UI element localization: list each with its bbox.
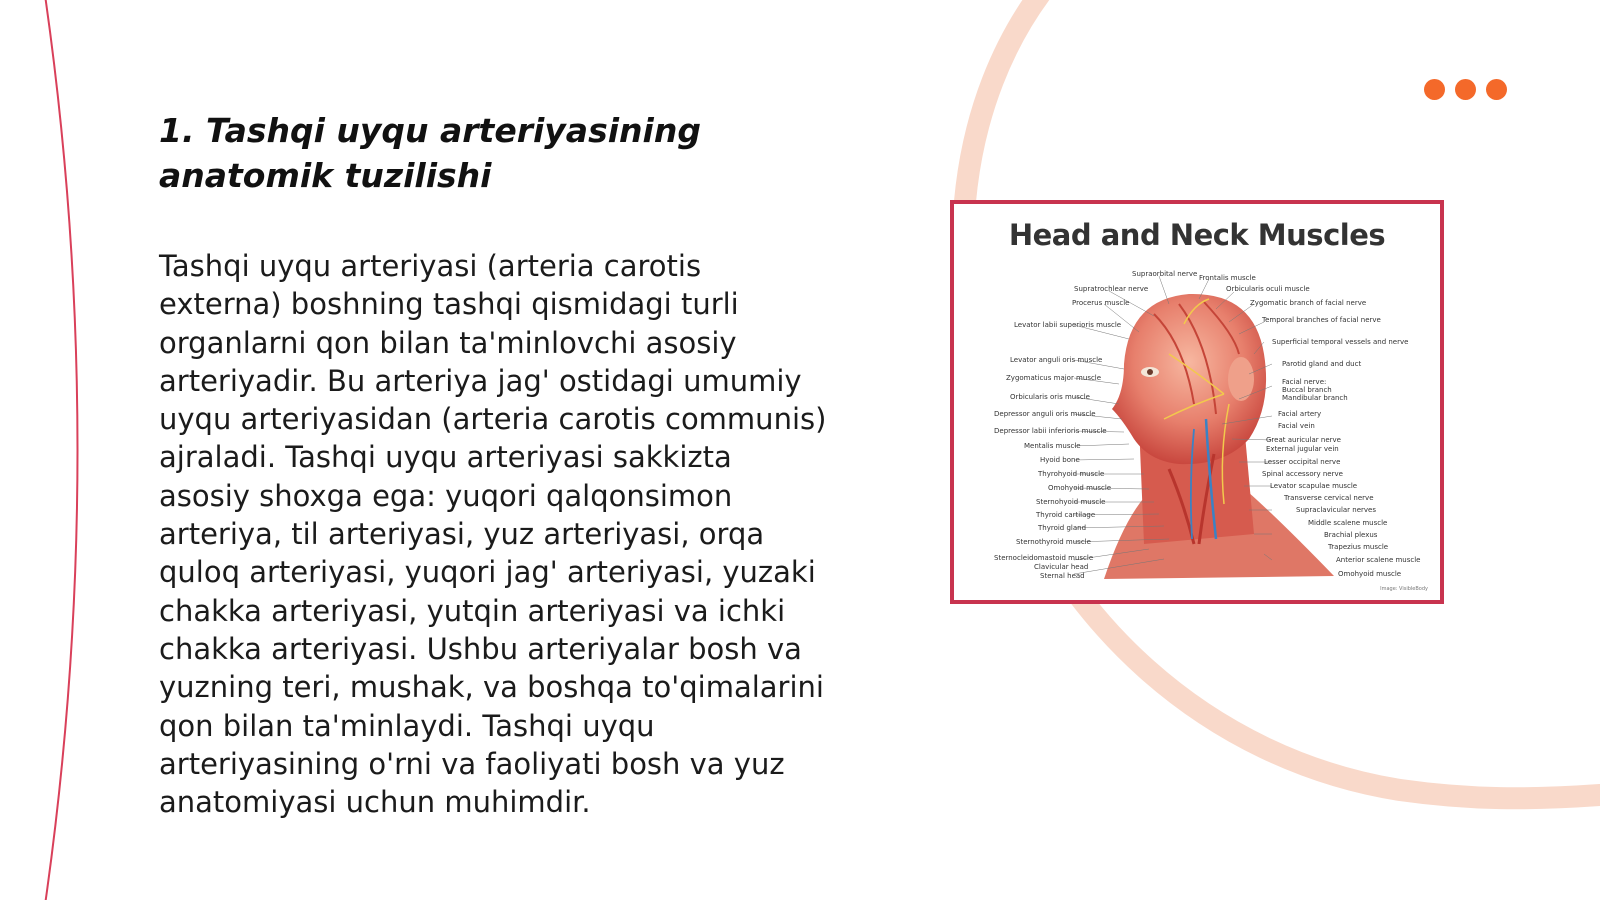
figure-label: Anterior scalene muscle (1336, 556, 1421, 564)
figure-label: Sternocleidomastoid muscle (994, 554, 1094, 562)
figure-label: Levator scapulae muscle (1270, 482, 1358, 490)
image-credit: Image: VisibleBody (1380, 586, 1428, 592)
figure-label: Spinal accessory nerve (1262, 470, 1343, 478)
figure-title: Head and Neck Muscles (1008, 218, 1386, 252)
figure-label: Facial nerve: (1282, 378, 1327, 386)
figure-label: Thyrohyoid muscle (1038, 470, 1105, 478)
figure-label: Zygomatic branch of facial nerve (1250, 299, 1367, 307)
title-line-1: 1. Tashqi uyqu arteriyasining (159, 111, 701, 150)
figure-label: Lesser occipital nerve (1264, 458, 1341, 466)
figure-label: External jugular vein (1266, 445, 1339, 453)
figure-label: Thyroid cartilage (1036, 511, 1096, 519)
figure-label: Parotid gland and duct (1282, 360, 1362, 368)
figure-label: Sternal head (1040, 572, 1085, 580)
figure-label: Levator labii superioris muscle (1014, 321, 1122, 329)
left-accent-curve (45, 0, 78, 900)
figure-label: Trapezius muscle (1328, 543, 1389, 551)
figure-label: Transverse cervical nerve (1284, 494, 1374, 502)
figure-label: Supratrochlear nerve (1074, 285, 1149, 293)
figure-label: Zygomaticus major muscle (1006, 374, 1102, 382)
figure-label: Facial vein (1278, 422, 1315, 430)
figure-label: Omohyoid muscle (1048, 484, 1112, 492)
three-dots-icon (1486, 79, 1507, 100)
figure-label: Orbicularis oculi muscle (1226, 285, 1310, 293)
figure-label: Mandibular branch (1282, 394, 1348, 402)
figure-label: Mentalis muscle (1024, 442, 1081, 450)
figure-label: Procerus muscle (1072, 299, 1130, 307)
figure-label: Frontalis muscle (1199, 274, 1256, 282)
figure-label: Depressor anguli oris muscle (994, 410, 1096, 418)
figure-label: Supraorbital nerve (1132, 270, 1198, 278)
anatomy-figure (950, 200, 1444, 604)
figure-label: Levator anguli oris muscle (1010, 356, 1103, 364)
figure-label: Facial artery (1278, 410, 1322, 418)
figure-label: Superficial temporal vessels and nerve (1272, 338, 1409, 346)
figure-label: Great auricular nerve (1266, 436, 1341, 444)
slide-body-text: Tashqi uyqu arteriyasi (arteria carotis externa) boshning tashqi qismidagi turli organlarni qon bilan ta'minlovchi asosiy arteriyadir. Bu arteriya jag' ostidagi umumiy uyqu arteriyasidan (arteria carotis communis) ajraladi. Tashqi uyqu arteriyasi sakkizta asosiy shoxga ega: yuqori qalqonsimon arteriya, til arteriyasi, yuz arteriyasi, orqa quloq arteriyasi, yuqori jag' arteriyasi, yuzaki chakka arteriyasi, yutqin arteriyasi va ichki chakka arteriyasi. Ushbu arteriyalar bosh va yuzning teri, mushak, va boshqa to'qimalarini qon bilan ta'minlaydi. Tashqi uyqu arteriyasining o'rni va faoliyati bosh va yuz anatomiyasi uchun muhimdir. (159, 249, 827, 820)
slide-title (159, 108, 779, 198)
figure-label: Sternothyroid muscle (1016, 538, 1091, 546)
three-dots-icon (1455, 79, 1476, 100)
figure-label: Middle scalene muscle (1308, 519, 1388, 527)
three-dots-icon (1424, 79, 1445, 100)
figure-label: Omohyoid muscle (1338, 570, 1402, 578)
menu-dots[interactable] (1424, 79, 1507, 100)
figure-label: Orbicularis oris muscle (1010, 393, 1090, 401)
figure-label: Clavicular head (1034, 563, 1089, 571)
figure-label: Sternohyoid muscle (1036, 498, 1106, 506)
figure-label: Hyoid bone (1040, 456, 1080, 464)
figure-label: Buccal branch (1282, 386, 1332, 394)
title-line-2: anatomik tuzilishi (159, 156, 492, 195)
figure-label: Thyroid gland (1038, 524, 1087, 532)
figure-label: Temporal branches of facial nerve (1262, 316, 1381, 324)
figure-label: Depressor labii inferioris muscle (994, 427, 1107, 435)
figure-label: Supraclavicular nerves (1296, 506, 1377, 514)
figure-label: Brachial plexus (1324, 531, 1378, 539)
